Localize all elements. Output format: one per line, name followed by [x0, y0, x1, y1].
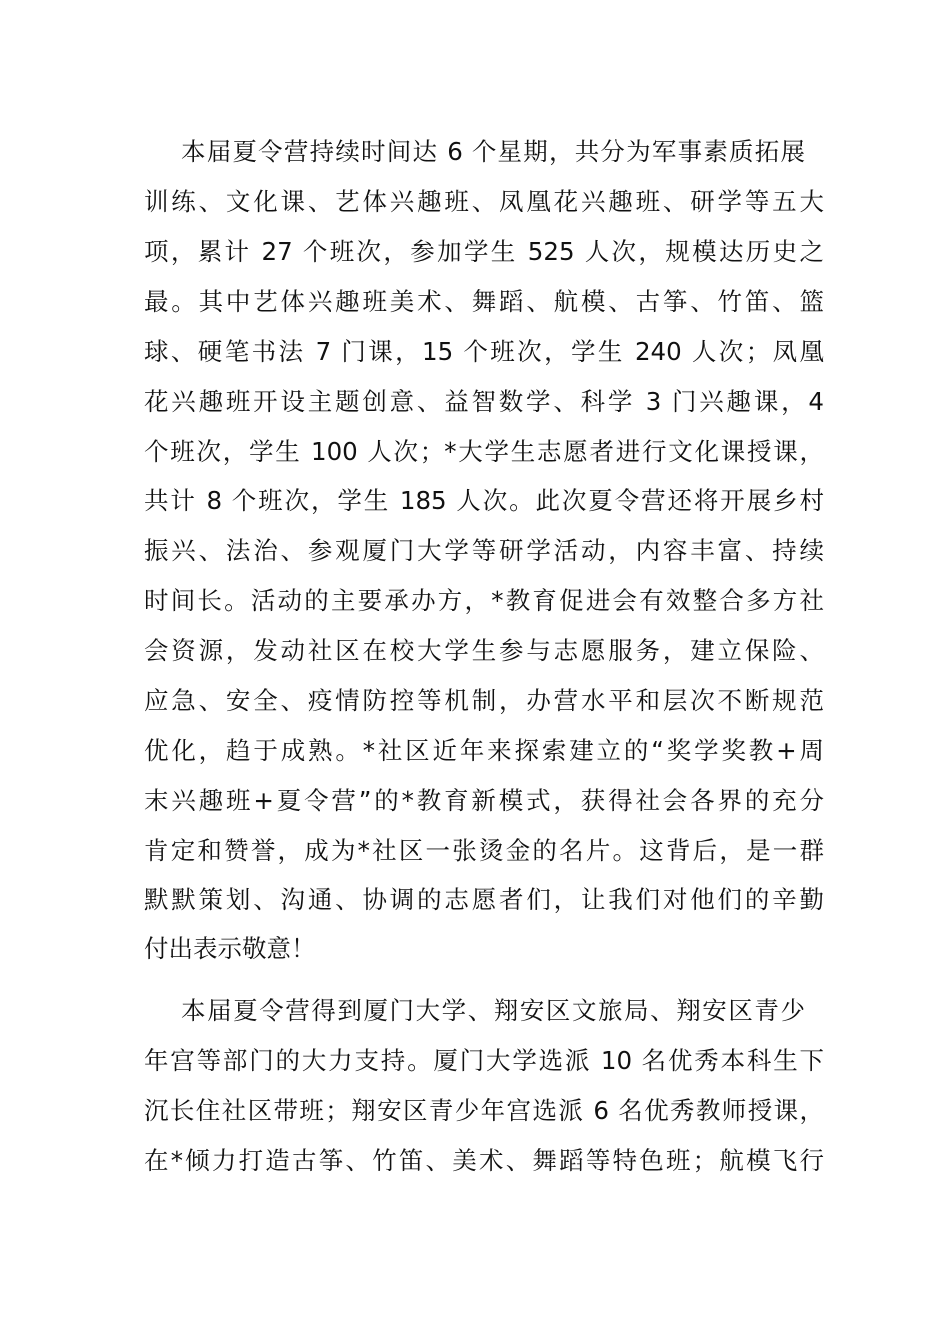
text-line: 沉长住社区带班；翔安区青少年宫选派 6 名优秀教师授课，	[144, 1096, 824, 1125]
text-line: 项，累计 27 个班次，参加学生 525 人次，规模达历史之	[144, 237, 824, 266]
text-line: 本届夏令营得到厦门大学、翔安区文旅局、翔安区青少	[181, 996, 805, 1025]
text-line: 会资源，发动社区在校大学生参与志愿服务，建立保险、	[144, 636, 824, 665]
text-line: 花兴趣班开设主题创意、益智数学、科学 3 门兴趣课，4	[144, 387, 824, 416]
text-line: 在*倾力打造古筝、竹笛、美术、舞蹈等特色班；航模飞行	[144, 1146, 824, 1175]
text-line: 本届夏令营持续时间达 6 个星期，共分为军事素质拓展	[181, 137, 805, 166]
text-line: 默默策划、沟通、协调的志愿者们，让我们对他们的辛勤	[144, 885, 824, 914]
text-line: 最。其中艺体兴趣班美术、舞蹈、航模、古筝、竹笛、篮	[144, 287, 824, 316]
text-line: 球、硬笔书法 7 门课，15 个班次，学生 240 人次；凤凰	[144, 337, 824, 366]
text-line: 个班次，学生 100 人次；*大学生志愿者进行文化课授课，	[144, 437, 824, 466]
text-line: 时间长。活动的主要承办方，*教育促进会有效整合多方社	[144, 586, 824, 615]
text-line: 共计 8 个班次，学生 185 人次。此次夏令营还将开展乡村	[144, 486, 824, 515]
text-line: 末兴趣班+夏令营”的*教育新模式，获得社会各界的充分	[144, 786, 824, 815]
text-line: 应急、安全、疫情防控等机制，办营水平和层次不断规范	[144, 686, 824, 715]
text-line: 年宫等部门的大力支持。厦门大学选派 10 名优秀本科生下	[144, 1046, 824, 1075]
text-line: 付出表示敬意！	[144, 934, 316, 963]
text-line: 优化，趋于成熟。*社区近年来探索建立的“奖学奖教+周	[144, 736, 824, 765]
text-line: 训练、文化课、艺体兴趣班、凤凰花兴趣班、研学等五大	[144, 187, 824, 216]
text-line: 振兴、法治、参观厦门大学等研学活动，内容丰富、持续	[144, 536, 824, 565]
text-line: 肯定和赞誉，成为*社区一张烫金的名片。这背后，是一群	[144, 836, 824, 865]
